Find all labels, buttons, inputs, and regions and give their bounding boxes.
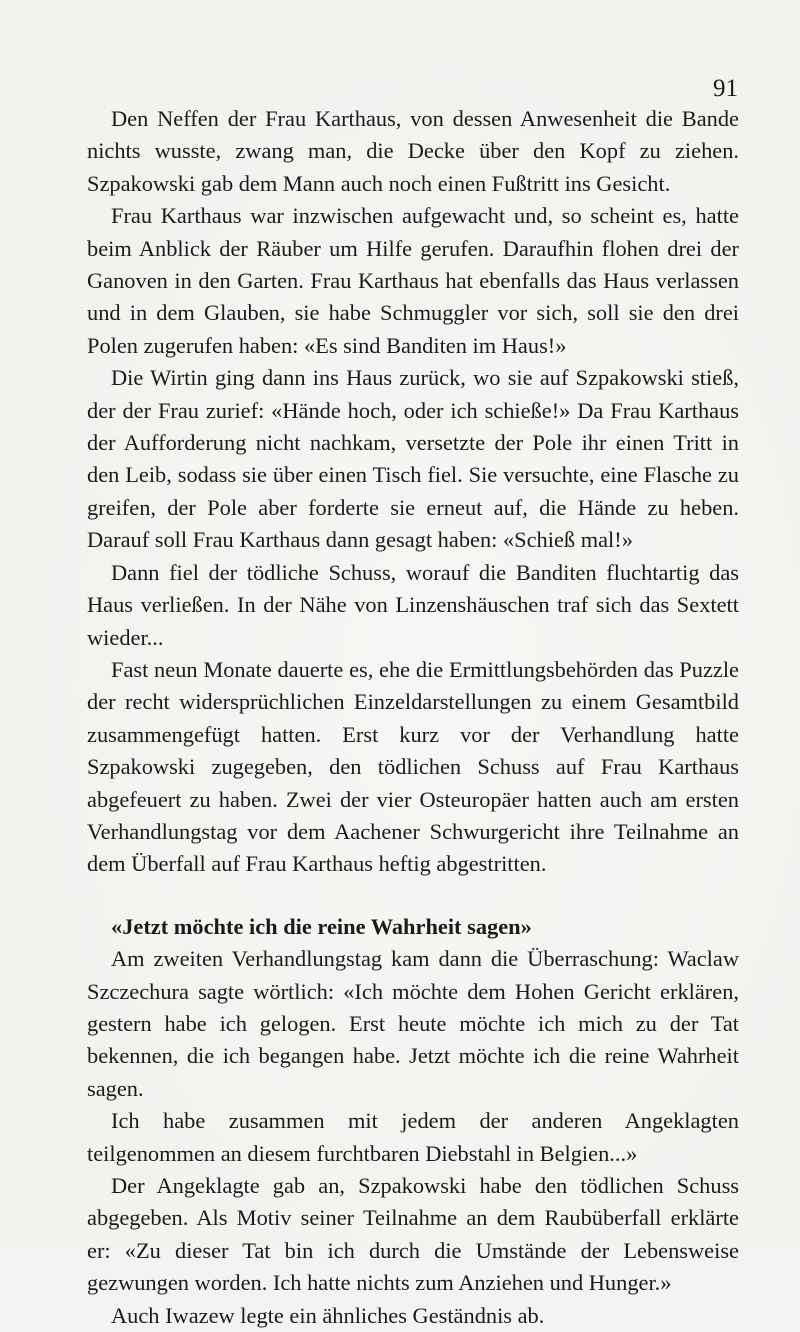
paragraph: Auch Iwazew legte ein ähnliches Geständnis ab. bbox=[111, 1302, 545, 1328]
paragraph: Fast neun Monate dauerte es, ehe die Ermittlungsbehörden das Puzzle der recht widersprüchlichen Einzeldarstellungen zu einem Gesamtbild zusammengefügt hatten. Erst kurz vor der Verhandlung hatte Szpakowski zugegeben, den tödlichen Schuss auf Frau Karthaus abgefeuert zu haben. Zwei der vier Osteuropäer hatten auch am ersten Verhandlungstag vor dem Aachener Schwurgericht ihre Teilnahme an dem Überfall auf Frau Karthaus heftig abgestritten. bbox=[87, 656, 739, 877]
body-text bbox=[87, 103, 739, 1332]
paragraph: Ich habe zusammen mit jedem der anderen Angeklagten teilgenommen an diesem furchtbaren Diebstahl in Belgien...» bbox=[87, 1108, 739, 1166]
paragraph: Den Neffen der Frau Karthaus, von dessen Anwesenheit die Bande nichts wusste, zwang man, die Decke über den Kopf zu ziehen. Szpakowski gab dem Mann auch noch einen Fußtritt ins Gesicht. bbox=[87, 106, 739, 196]
paragraph: Am zweiten Verhandlungstag kam dann die Überraschung: Waclaw Szczechura sagte wörtlich: «Ich möchte dem Hohen Gericht erklären, gestern habe ich gelogen. Erst heute möchte ich mich zu der Tat bekennen, die ich begangen habe. Jetzt möchte ich die reine Wahrheit sagen. bbox=[87, 946, 739, 1101]
section-heading: «Jetzt möchte ich die reine Wahrheit sagen» bbox=[111, 913, 532, 939]
paragraph: Dann fiel der tödliche Schuss, worauf die Banditen fluchtartig das Haus verließen. In der Nähe von Linzenshäuschen traf sich das Sextett wieder... bbox=[87, 559, 739, 650]
paragraph: Der Angeklagte gab an, Szpakowski habe den tödlichen Schuss abgegeben. Als Motiv seiner Teilnahme an dem Raubüberfall erklärte er: «Zu dieser Tat bin ich durch die Umstände der Lebensweise gezwungen worden. Ich hatte nichts zum Anziehen und Hunger.» bbox=[87, 1173, 739, 1296]
paragraph: Frau Karthaus war inzwischen aufgewacht und, so scheint es, hatte beim Anblick der Räuber um Hilfe gerufen. Daraufhin flohen drei der Ganoven in den Garten. Frau Karthaus hat ebenfalls das Haus verlassen und in dem Glauben, sie habe Schmuggler vor sich, soll sie den drei Polen zugerufen haben: «Es sind Banditen im Haus!» bbox=[87, 203, 739, 358]
page-number: 91 bbox=[713, 75, 738, 102]
paragraph: Die Wirtin ging dann ins Haus zurück, wo sie auf Szpakowski stieß, der der Frau zurief: «Hände hoch, oder ich schieße!» Da Frau Karthaus der Aufforderung nicht nachkam, versetzte der Pole ihr einen Tritt in den Leib, sodass sie über einen Tisch fiel. Sie versuchte, eine Flasche zu greifen, der Pole aber forderte sie erneut auf, die Hände zu heben. Darauf soll Frau Karthaus dann gesagt haben: «Schieß mal!» bbox=[87, 365, 739, 553]
